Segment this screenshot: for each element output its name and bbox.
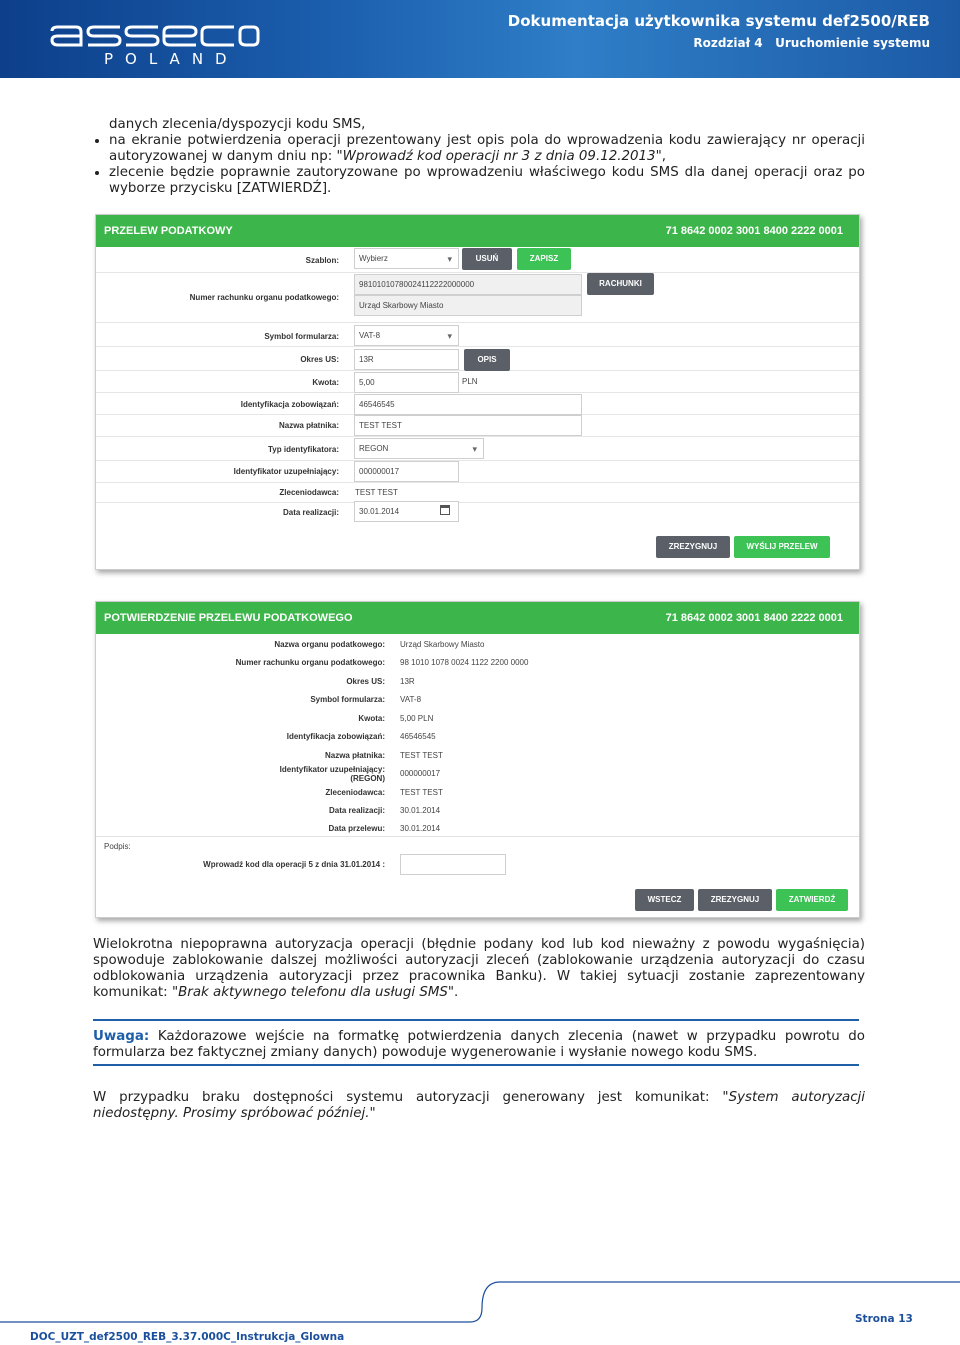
paragraph-blocking — [93, 937, 865, 1001]
szablon-label: Szablon: — [305, 256, 339, 265]
summary-label: Numer rachunku organu podatkowego: — [235, 658, 385, 667]
summary-value: 98 1010 1078 0024 1122 2200 0000 — [400, 658, 529, 667]
summary-value: TEST TEST — [400, 788, 443, 797]
paragraph-emphasis: Brak aktywnego telefonu dla usługi SMS — [178, 985, 448, 1000]
summary-value: TEST TEST — [400, 751, 443, 760]
summary-label: Identyfikacja zobowiązań: — [286, 732, 385, 741]
paragraph-text-end: " — [369, 1106, 376, 1121]
summary-value: 30.01.2014 — [400, 806, 441, 815]
account-number-label: Numer rachunku organu podatkowego: — [189, 293, 339, 302]
back-button[interactable]: WSTECZ — [635, 889, 694, 911]
document-title: Dokumentacja użytkownika systemu def2500/REB — [507, 12, 930, 30]
paragraph-unavailable — [93, 1090, 865, 1122]
cancel-button[interactable]: ZREZYGNUJ — [698, 889, 772, 911]
note-label: Uwaga: — [93, 1029, 150, 1044]
footer-page-number: Strona 13 — [855, 1313, 913, 1325]
cancel-button[interactable]: ZREZYGNUJ — [656, 536, 730, 558]
obligation-id-label: Identyfikacja zobowiązań: — [240, 400, 339, 409]
summary-value: 000000017 — [400, 769, 441, 778]
summary-value: 30.01.2014 — [400, 824, 441, 833]
summary-label: Okres US: — [346, 677, 385, 686]
logo-subtitle: POLAND — [104, 50, 239, 68]
intro-line: danych zlecenia/dyspozycji kodu SMS, — [109, 117, 366, 132]
note-rule-bottom — [93, 1064, 859, 1066]
bullet-item: • zlecenie będzie poprawnie zautoryzowane po wprowadzeniu właściwego kodu SMS dla danej operacji oraz po wyborze przycisku [ZATWIERDŹ]. — [109, 165, 865, 197]
footer-document-id: DOC_UZT_def2500_REB_3.37.000C_Instrukcja_Glowna — [30, 1331, 345, 1343]
currency-label: PLN — [462, 377, 478, 386]
summary-label: Identyfikator uzupełniający: — [279, 765, 385, 774]
supplementary-id-input[interactable]: 000000017 — [354, 461, 459, 482]
description-button[interactable]: OPIS — [464, 349, 510, 371]
footer-decoration — [0, 1278, 960, 1328]
execution-date-label: Data realizacji: — [282, 508, 339, 517]
asseco-logo-mark — [50, 19, 260, 49]
chapter-heading — [693, 36, 930, 50]
summary-label: Symbol formularza: — [310, 695, 385, 704]
summary-value: Urząd Skarbowy Miasto — [400, 640, 485, 649]
execution-date-input[interactable]: 30.01.2014 — [354, 501, 459, 522]
bullet-text-end: ", — [655, 149, 666, 164]
regon-note: (REGON) — [350, 774, 385, 783]
bullet-emphasis: Wprowadź kod operacji nr 3 z dnia 09.12.2013 — [342, 149, 656, 164]
form-symbol-label: Symbol formularza: — [264, 332, 339, 341]
account-number: 71 8642 0002 3001 8400 2222 0001 — [665, 225, 843, 237]
summary-value: 13R — [400, 677, 415, 686]
account-number: 71 8642 0002 3001 8400 2222 0001 — [665, 612, 843, 624]
form-title: PRZELEW PODATKOWY — [104, 225, 233, 237]
payer-name-input[interactable]: TEST TEST — [354, 415, 582, 436]
calendar-icon[interactable] — [440, 505, 450, 515]
summary-value: 46546545 — [400, 732, 436, 741]
amount-label: Kwota: — [312, 378, 339, 387]
intro-section — [93, 117, 865, 197]
summary-value: 5,00 PLN — [400, 714, 434, 723]
sms-code-label: Wprowadź kod dla operacji 5 z dnia 31.01.2014 : — [203, 860, 385, 869]
delete-button[interactable]: USUŃ — [462, 248, 512, 270]
summary-label: Kwota: — [358, 714, 385, 723]
summary-value: VAT-8 — [400, 695, 422, 704]
note-rule-top — [93, 1019, 859, 1021]
summary-label: Data realizacji: — [328, 806, 385, 815]
screenshot-tax-transfer-confirmation — [95, 601, 860, 918]
tax-office-input[interactable]: Urząd Skarbowy Miasto — [354, 295, 582, 316]
payer-name-label: Nazwa płatnika: — [278, 421, 339, 430]
bullet-item — [109, 133, 865, 165]
note-box — [93, 1029, 865, 1061]
paragraph-text: Wielokrotna niepoprawna autoryzacja operacji (błędnie podany kod lub kod nieważny z powodu wygaśnięcia) spowoduje zablokowanie dalszej możliwości autoryzacji zleceń (zablokowanie urządzenia autoryzacji do czasu odblokowania urządzenia autoryzacji przez pracownika Banku). W takiej sytuacji zostanie zaprezentowany komunikat: " — [93, 937, 865, 1000]
accounts-button[interactable]: RACHUNKI — [587, 273, 654, 295]
amount-input[interactable]: 5,00 — [354, 372, 459, 393]
paragraph-emphasis: System autoryzacji niedostępny. Prosimy spróbować później. — [93, 1090, 865, 1121]
intro-bullets — [93, 133, 865, 197]
chapter-number: Rozdział 4 — [693, 36, 763, 50]
save-button[interactable]: ZAPISZ — [517, 248, 571, 270]
confirm-button[interactable]: ZATWIERDŹ — [776, 889, 848, 911]
period-input[interactable]: 13R — [354, 349, 459, 370]
template-select[interactable]: Wybierz ▾ — [354, 248, 459, 269]
send-transfer-button[interactable]: WYŚLIJ PRZELEW — [734, 536, 830, 558]
sms-code-input[interactable] — [400, 854, 506, 875]
summary-label: Nazwa płatnika: — [324, 751, 385, 760]
identifier-type-label: Typ identyfikatora: — [268, 445, 339, 454]
screenshot-tax-transfer-form — [95, 214, 860, 570]
chapter-title: Uruchomienie systemu — [775, 36, 930, 50]
summary-label: Nazwa organu podatkowego: — [274, 640, 385, 649]
form-header-bar — [96, 215, 859, 247]
summary-label: Data przelewu: — [328, 824, 385, 833]
signature-label: Podpis: — [104, 842, 131, 851]
ordering-party-label: Zleceniodawca: — [279, 488, 339, 497]
divider — [96, 836, 859, 837]
summary-label: Zleceniodawca: — [325, 788, 385, 797]
identifier-type-select[interactable]: REGON ▾ — [354, 438, 484, 459]
paragraph-text: W przypadku braku dostępności systemu autoryzacji generowany jest komunikat: " — [93, 1090, 729, 1105]
account-number-input[interactable]: 98101010780024112222000000 — [354, 274, 582, 295]
bullet-text: na ekranie potwierdzenia operacji prezentowany jest opis pola do wprowadzenia kodu zawierający nr operacji autoryzowanej w danym dniu np: " — [109, 133, 865, 164]
period-label: Okres US: — [300, 355, 339, 364]
form-title: POTWIERDZENIE PRZELEWU PODATKOWEGO — [104, 612, 353, 624]
paragraph-text-end: ". — [447, 985, 459, 1000]
obligation-id-input[interactable]: 46546545 — [354, 394, 582, 415]
form-header-bar — [96, 602, 859, 634]
note-text: Każdorazowe wejście na formatkę potwierdzenia danych zlecenia (nawet w przypadku powrotu do formularza bez faktycznej zmiany danych) powoduje wygenerowanie i wysłanie nowego kodu SMS. — [93, 1029, 865, 1060]
supplementary-id-label: Identyfikator uzupełniający: — [233, 467, 339, 476]
form-symbol-select[interactable]: VAT-8 ▾ — [354, 325, 459, 346]
ordering-party-value: TEST TEST — [355, 488, 398, 497]
